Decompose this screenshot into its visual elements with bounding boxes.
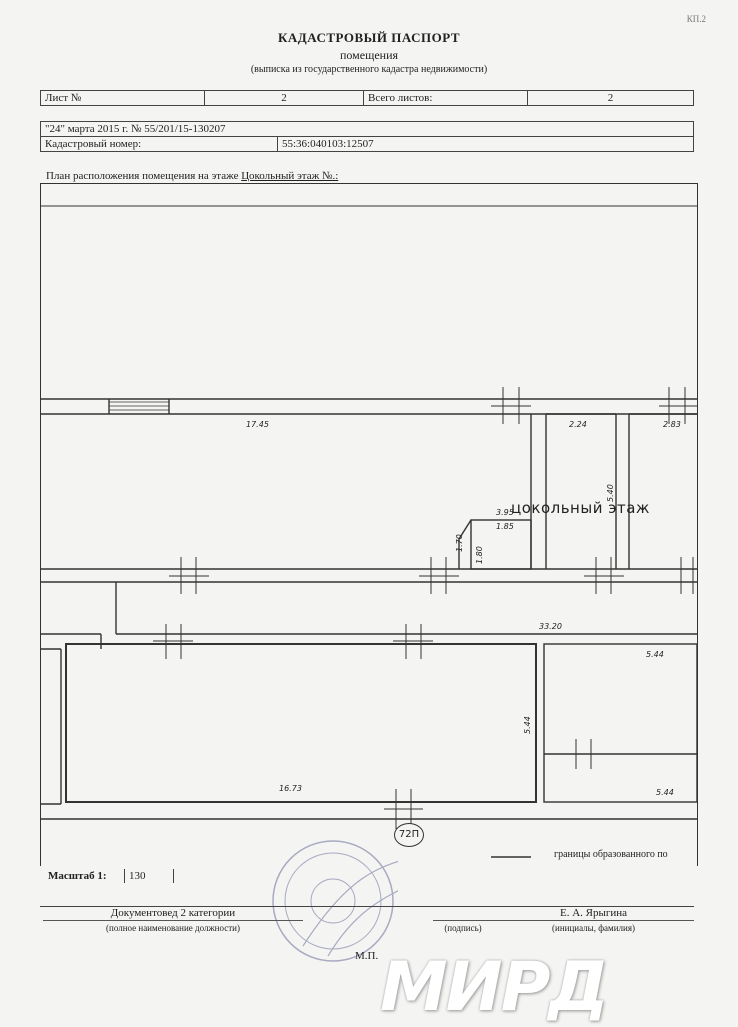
name-caption: (инициалы, фамилия) — [493, 921, 694, 936]
dimension-label: 2.24 — [569, 420, 587, 429]
sheet-label: Лист № — [41, 91, 205, 106]
dimension-label: 1.70 — [455, 534, 464, 552]
watermark-logo: МИРД — [380, 948, 607, 1027]
room-number-tag: 72П — [394, 823, 424, 847]
floor-plan — [40, 183, 698, 866]
scale-row — [44, 869, 696, 883]
plan-label — [46, 170, 338, 182]
position-caption: (полное наименование должности) — [43, 921, 303, 936]
plan-label-prefix: План расположения помещения на этаже — [46, 170, 239, 182]
dimension-label: 33.20 — [539, 622, 562, 631]
floor-name-label: цокольный этаж — [511, 499, 650, 517]
position-value: Документовед 2 категории — [110, 907, 236, 919]
plan-label-floor: Цокольный этаж №.: — [241, 170, 339, 182]
document-note: (выписка из государственного кадастра недвижимости) — [250, 64, 488, 75]
dimension-label: 17.45 — [246, 420, 269, 429]
cadastral-value: 55:36:040103:12507 — [278, 137, 694, 152]
date-number: "24" марта 2015 г. № 55/201/15-130207 — [41, 122, 694, 137]
dimension-label: 5.44 — [646, 650, 664, 659]
dimension-label: 2.83 — [663, 420, 681, 429]
total-label: Всего листов: — [364, 91, 528, 106]
dimension-label: 1.80 — [475, 546, 484, 564]
official-stamp-seal — [268, 836, 398, 971]
record-table — [40, 121, 694, 152]
sheet-value: 2 — [205, 91, 364, 106]
name-value: Е. А. Ярыгина — [559, 907, 628, 919]
legend-label: границы образованного по — [554, 849, 668, 860]
dimension-label: 5.44 — [523, 716, 532, 734]
dimension-label: 1.85 — [496, 522, 514, 531]
stamp-place-label: М.П. — [355, 950, 379, 962]
corner-mark: КП.2 — [686, 14, 706, 24]
signature-top-rule — [40, 906, 694, 907]
total-value: 2 — [528, 91, 694, 106]
dimension-label: 5.44 — [656, 788, 674, 797]
dimension-label: 5.40 — [606, 484, 615, 502]
floor-plan-drawing — [41, 184, 697, 866]
sheet-table — [40, 90, 694, 106]
dimension-label: 16.73 — [279, 784, 302, 793]
sign-caption: (подпись) — [433, 921, 493, 936]
document-subtitle: помещения — [339, 48, 399, 62]
cadastral-label: Кадастровый номер: — [41, 137, 278, 152]
dimension-label: 3.95 — [496, 508, 514, 517]
scale-value: 130 — [125, 869, 174, 883]
document-title: КАДАСТРОВЫЙ ПАСПОРТ — [277, 30, 461, 45]
scale-label: Масштаб 1: — [44, 869, 125, 883]
signature-block — [43, 906, 694, 935]
